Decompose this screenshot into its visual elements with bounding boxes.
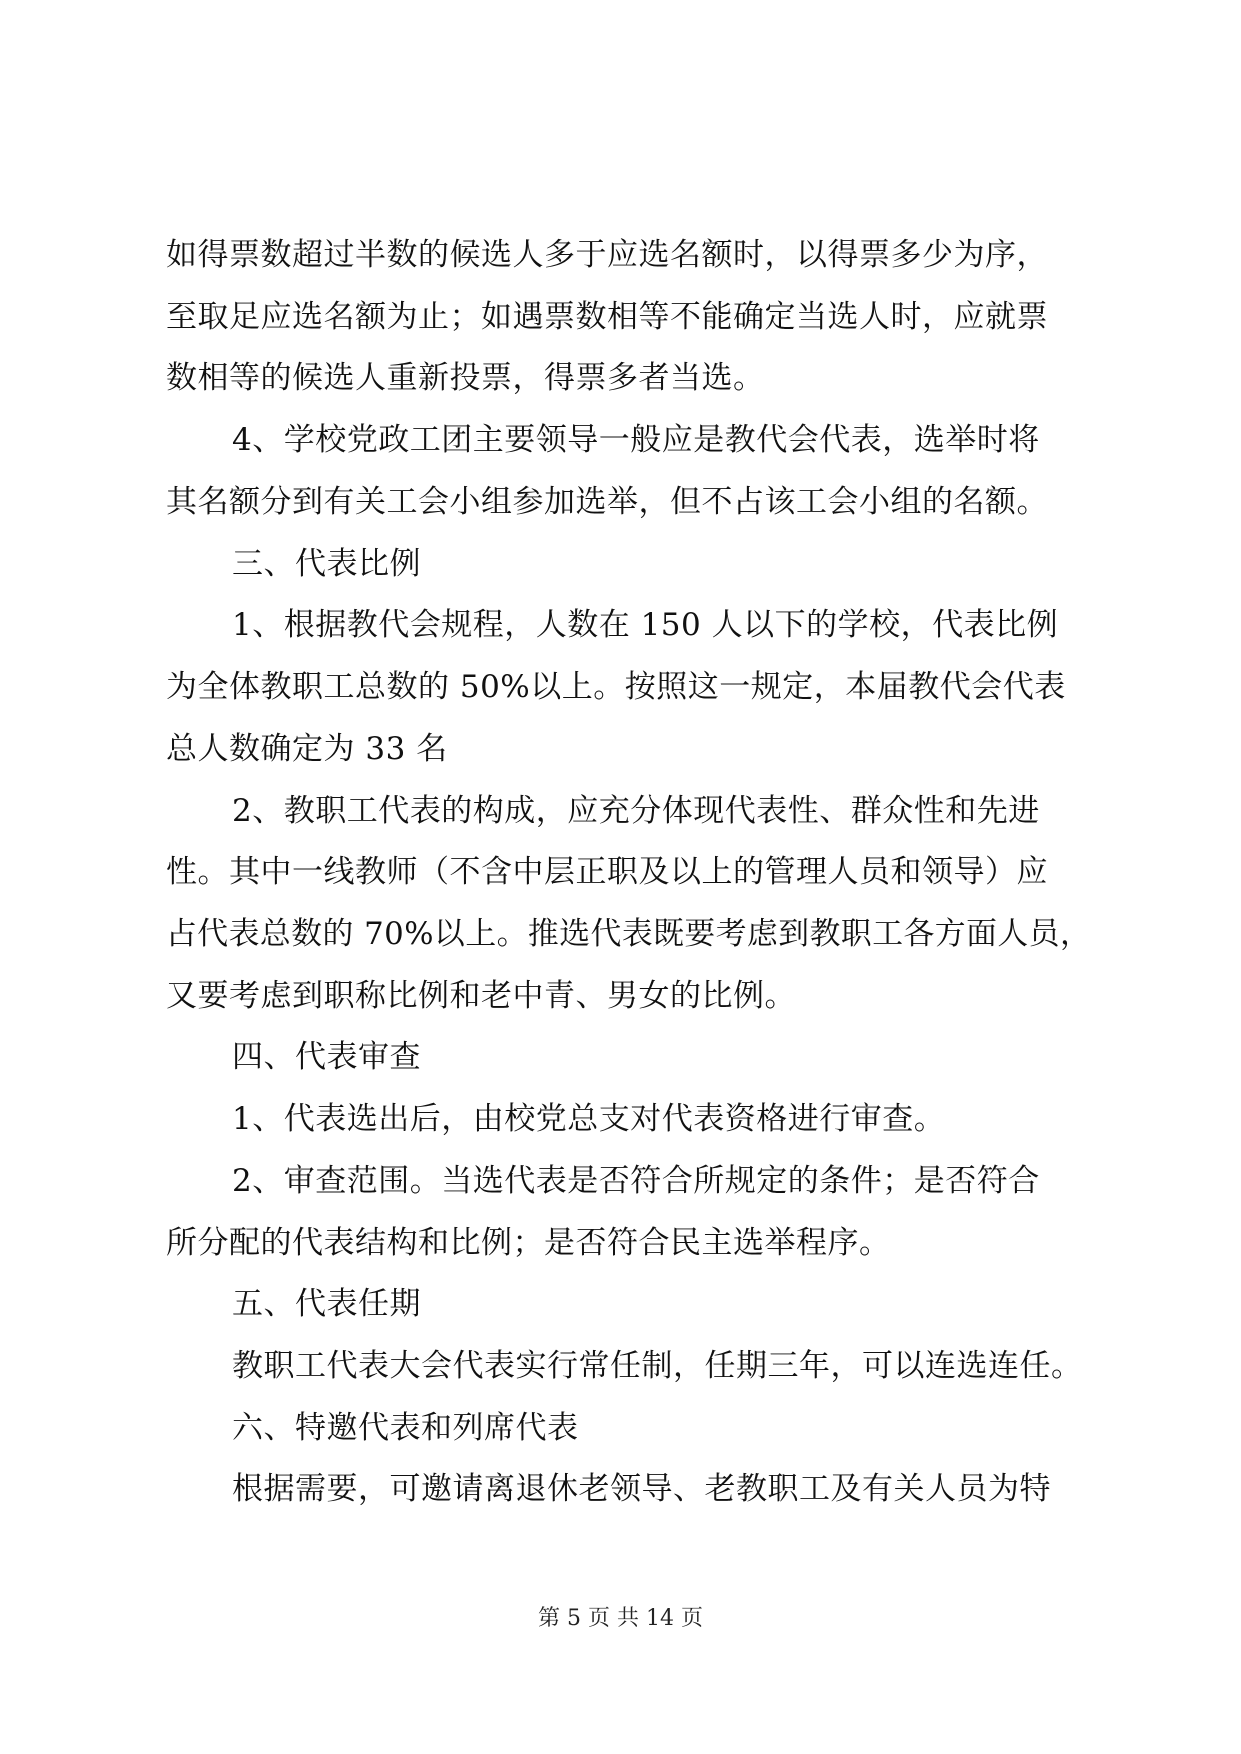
text-line: 教职工代表大会代表实行常任制，任期三年，可以连选连任。 [232, 1348, 1083, 1384]
text-line: 至取足应选名额为止；如遇票数相等不能确定当选人时，应就票 [166, 299, 1048, 335]
text-line: 1、代表选出后，由校党总支对代表资格进行审查。 [232, 1101, 946, 1137]
page-footer: 第 5 页 共 14 页 [538, 1606, 703, 1631]
text-line: 性。其中一线教师（不含中层正职及以上的管理人员和领导）应 [166, 854, 1048, 890]
text-line: 又要考虑到职称比例和老中青、男女的比例。 [166, 978, 796, 1014]
text-line: 4、学校党政工团主要领导一般应是教代会代表，选举时将 [232, 422, 1040, 458]
text-line: 其名额分到有关工会小组参加选举，但不占该工会小组的名额。 [166, 484, 1048, 520]
text-line: 2、审查范围。当选代表是否符合所规定的条件；是否符合 [232, 1163, 1040, 1199]
text-line: 根据需要，可邀请离退休老领导、老教职工及有关人员为特 [232, 1471, 1051, 1507]
text-line: 总人数确定为 33 名 [166, 731, 448, 767]
section-heading: 五、代表任期 [232, 1286, 421, 1322]
text-line: 数相等的候选人重新投票，得票多者当选。 [166, 360, 765, 396]
text-line: 2、教职工代表的构成，应充分体现代表性、群众性和先进 [232, 793, 1040, 829]
text-line: 如得票数超过半数的候选人多于应选名额时，以得票多少为序， [166, 237, 1048, 273]
text-line: 所分配的代表结构和比例；是否符合民主选举程序。 [166, 1225, 891, 1261]
section-heading: 六、特邀代表和列席代表 [232, 1410, 579, 1446]
text-line: 为全体教职工总数的 50%以上。按照这一规定，本届教代会代表 [166, 669, 1066, 705]
section-heading: 四、代表审查 [232, 1039, 421, 1075]
section-heading: 三、代表比例 [232, 546, 421, 582]
text-line: 占代表总数的 70%以上。推选代表既要考虑到教职工各方面人员， [166, 916, 1092, 952]
text-line: 1、根据教代会规程，人数在 150 人以下的学校，代表比例 [232, 607, 1059, 643]
